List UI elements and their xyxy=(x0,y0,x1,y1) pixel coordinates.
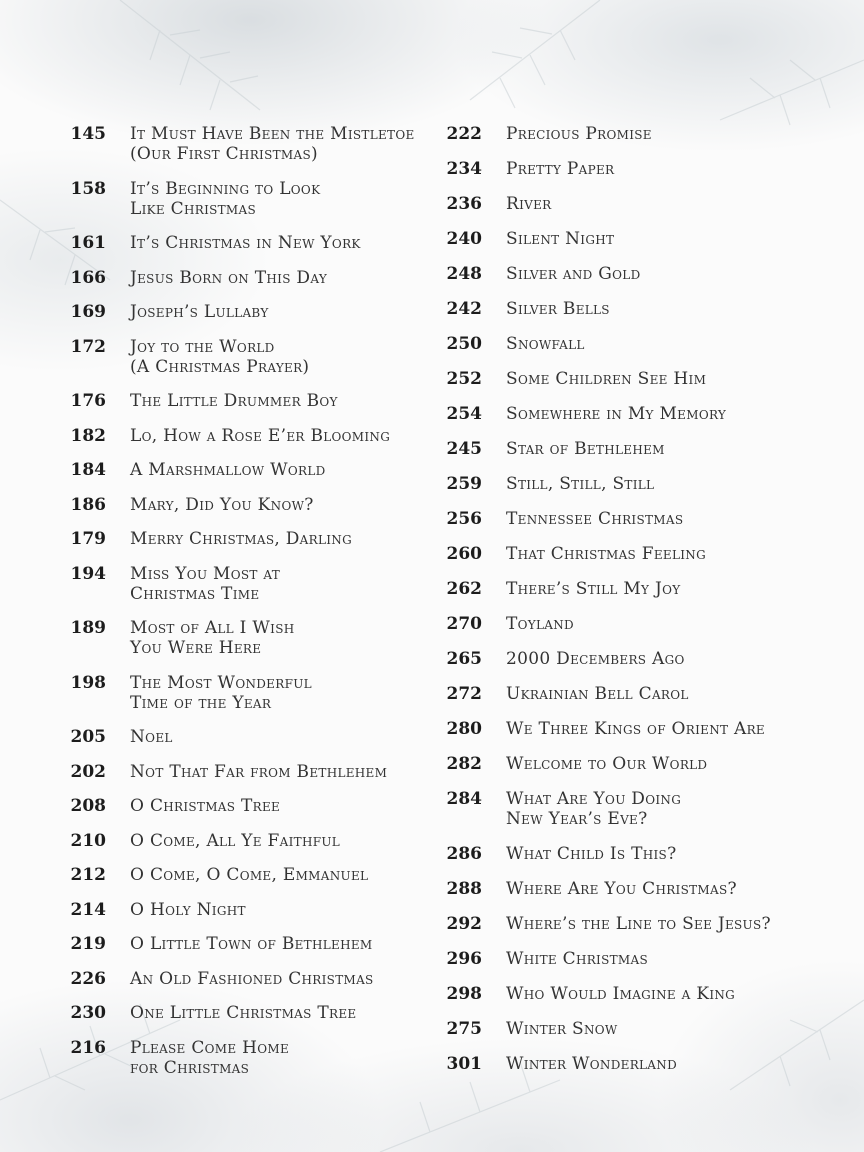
song-title xyxy=(506,949,648,969)
song-title xyxy=(506,229,614,249)
toc-entry xyxy=(40,268,430,288)
song-title-line: The Most Wonderful xyxy=(130,672,312,693)
toc-entry xyxy=(440,544,840,564)
page-number: 272 xyxy=(446,684,482,704)
song-title xyxy=(506,404,726,424)
song-title-line: O Christmas Tree xyxy=(130,796,281,816)
page-number: 270 xyxy=(446,614,482,634)
toc-entry xyxy=(440,229,840,249)
page-number: 262 xyxy=(446,579,482,599)
toc-entry xyxy=(440,754,840,774)
song-title-line: Lo, How a Rose E’er Blooming xyxy=(130,425,391,446)
toc-entry xyxy=(440,1054,840,1074)
page-number: 265 xyxy=(446,649,482,669)
song-title xyxy=(506,754,707,774)
page-number: 158 xyxy=(70,178,106,199)
toc-entry xyxy=(440,299,840,319)
page-number: 252 xyxy=(446,369,482,389)
song-title-line: One Little Christmas Tree xyxy=(130,1003,357,1023)
song-title-line: Time of the Year xyxy=(130,692,272,713)
song-title xyxy=(506,844,676,864)
song-title xyxy=(506,299,610,319)
page-number: 145 xyxy=(70,124,106,144)
page-number: 298 xyxy=(446,984,482,1004)
page-number: 288 xyxy=(446,879,482,899)
song-title xyxy=(130,460,326,480)
song-title xyxy=(130,934,372,954)
toc-entry xyxy=(440,334,840,354)
song-title xyxy=(506,879,737,899)
song-title-line: Star of Bethlehem xyxy=(506,439,665,459)
page-number: 176 xyxy=(70,391,106,411)
page-number: 205 xyxy=(70,727,106,747)
song-title-line: It’s Christmas in New York xyxy=(130,233,361,253)
page-number: 212 xyxy=(70,865,106,885)
page-number: 210 xyxy=(70,830,106,851)
song-title xyxy=(506,649,685,669)
toc-entry xyxy=(440,649,840,669)
song-title-line: Silent Night xyxy=(506,229,615,249)
song-title xyxy=(506,264,641,284)
toc-entry xyxy=(40,934,430,954)
song-title xyxy=(130,564,280,604)
song-title-line: Snowfall xyxy=(506,334,585,354)
song-title-line: Winter Snow xyxy=(506,1019,618,1039)
song-title xyxy=(130,302,269,322)
song-title-line: Precious Promise xyxy=(506,124,652,144)
song-title-line: Still, Still, Still xyxy=(506,474,655,494)
song-title-line: That Christmas Feeling xyxy=(506,544,706,564)
song-title-line: O Come, All Ye Faithful xyxy=(130,830,341,851)
song-title-line: You Were Here xyxy=(130,638,262,658)
toc-entry xyxy=(40,900,430,920)
song-title-line: Pretty Paper xyxy=(506,159,615,179)
page-number: 284 xyxy=(446,789,482,809)
song-title-line: An Old Fashioned Christmas xyxy=(130,968,374,989)
page-number: 169 xyxy=(70,302,106,322)
song-title xyxy=(506,984,735,1004)
toc-right-column xyxy=(440,124,840,1089)
page-number: 182 xyxy=(70,425,106,446)
song-title-line: Ukrainian Bell Carol xyxy=(506,684,689,704)
toc-entry xyxy=(40,564,430,604)
page-number: 194 xyxy=(70,563,106,584)
toc-entry xyxy=(440,879,840,899)
song-title xyxy=(506,1019,618,1039)
song-title-line: Some Children See Him xyxy=(506,369,707,389)
toc-entry xyxy=(40,1003,430,1023)
page-number: 242 xyxy=(446,299,482,319)
song-title xyxy=(506,474,654,494)
song-title-line: 2000 Decembers Ago xyxy=(506,649,685,669)
song-title xyxy=(506,159,614,179)
toc-entry xyxy=(440,1019,840,1039)
song-title-line: Winter Wonderland xyxy=(506,1054,677,1074)
song-title-line: There’s Still My Joy xyxy=(506,579,681,599)
page-number: 172 xyxy=(70,336,106,357)
toc-entry xyxy=(40,495,430,515)
toc-entry xyxy=(440,439,840,459)
song-title xyxy=(130,618,294,658)
song-title-line: What Are You Doing xyxy=(506,789,682,809)
toc-entry xyxy=(440,159,840,179)
song-title xyxy=(506,334,585,354)
page-number: 202 xyxy=(70,761,106,782)
song-title xyxy=(506,1054,677,1074)
song-title-line: Merry Christmas, Darling xyxy=(130,529,352,549)
song-title xyxy=(506,789,681,829)
song-title xyxy=(130,233,361,253)
song-title xyxy=(506,194,552,214)
toc-entry xyxy=(40,727,430,747)
page-number: 198 xyxy=(70,672,106,693)
toc-entry xyxy=(440,719,840,739)
toc-entry xyxy=(40,673,430,713)
toc-entry xyxy=(440,984,840,1004)
song-title-line: Joy to the World xyxy=(130,336,275,357)
toc-entry xyxy=(40,618,430,658)
song-title xyxy=(130,762,387,782)
toc-entry xyxy=(440,844,840,864)
song-title xyxy=(130,1003,356,1023)
song-title-line: (Our First Christmas) xyxy=(130,144,318,164)
toc-entry xyxy=(40,337,430,377)
song-title xyxy=(506,439,665,459)
page-number: 166 xyxy=(70,267,106,288)
song-title xyxy=(130,529,352,549)
toc-entry xyxy=(440,509,840,529)
toc-entry xyxy=(40,529,430,549)
toc-entry xyxy=(40,460,430,480)
page-number: 296 xyxy=(446,949,482,969)
page-number: 282 xyxy=(446,754,482,774)
song-title-line: We Three Kings of Orient Are xyxy=(506,719,765,739)
page-number: 179 xyxy=(70,529,106,549)
song-title-line: River xyxy=(506,194,552,214)
song-title-line: O Little Town of Bethlehem xyxy=(130,934,373,954)
toc-entry xyxy=(440,474,840,494)
page-number: 245 xyxy=(446,439,482,459)
song-title-line: Joseph’s Lullaby xyxy=(130,302,269,322)
song-title xyxy=(506,369,706,389)
song-title-line: O Holy Night xyxy=(130,899,246,920)
toc-entry xyxy=(40,1038,430,1078)
song-title-line: Who Would Imagine a King xyxy=(506,984,736,1004)
page-number: 254 xyxy=(446,404,482,424)
toc-entry xyxy=(440,614,840,634)
page-number: 222 xyxy=(446,124,482,144)
toc-entry xyxy=(40,865,430,885)
toc-entry xyxy=(440,949,840,969)
toc-entry xyxy=(440,369,840,389)
song-title-line: Jesus Born on This Day xyxy=(130,267,328,288)
toc-entry xyxy=(40,302,430,322)
song-title xyxy=(130,900,246,920)
page-number: 184 xyxy=(70,460,106,480)
song-title xyxy=(506,579,680,599)
song-title xyxy=(130,495,314,515)
song-title xyxy=(506,719,765,739)
song-title xyxy=(506,544,706,564)
page-number: 219 xyxy=(70,934,106,954)
song-title-line: Most of All I Wish xyxy=(130,618,295,638)
song-title-line: Where Are You Christmas? xyxy=(506,879,737,899)
song-title xyxy=(130,969,374,989)
song-title xyxy=(130,391,338,411)
toc-entry xyxy=(40,426,430,446)
song-title xyxy=(506,509,683,529)
song-title-line: Welcome to Our World xyxy=(506,754,708,774)
page-number: 230 xyxy=(70,1003,106,1023)
song-title xyxy=(506,614,574,634)
song-title-line: Silver Bells xyxy=(506,299,610,319)
song-title-line: Mary, Did You Know? xyxy=(130,494,314,515)
song-title-line: White Christmas xyxy=(506,949,648,969)
song-title xyxy=(130,727,173,747)
page-number: 250 xyxy=(446,334,482,354)
page-number: 292 xyxy=(446,914,482,934)
song-title-line: Where’s the Line to See Jesus? xyxy=(506,914,771,934)
song-title-line: (A Christmas Prayer) xyxy=(130,356,310,377)
song-title-line: Noel xyxy=(130,727,173,747)
song-title-line: It’s Beginning to Look xyxy=(130,178,321,199)
page-number: 234 xyxy=(446,159,482,179)
page-number: 256 xyxy=(446,509,482,529)
page-number: 214 xyxy=(70,899,106,920)
song-title xyxy=(130,268,327,288)
song-title xyxy=(130,1038,289,1078)
page-number: 189 xyxy=(70,618,106,638)
song-title-line: New Year’s Eve? xyxy=(506,809,648,829)
song-title-line: Somewhere in My Memory xyxy=(506,404,727,424)
toc-entry xyxy=(440,789,840,829)
song-title xyxy=(506,914,771,934)
page-number: 259 xyxy=(446,474,482,494)
song-title-line: A Marshmallow World xyxy=(130,460,326,480)
song-title xyxy=(130,124,415,164)
page-number: 248 xyxy=(446,264,482,284)
song-title xyxy=(130,673,312,713)
toc-entry xyxy=(40,969,430,989)
song-title-line: for Christmas xyxy=(130,1057,250,1078)
song-title-line: Please Come Home xyxy=(130,1037,290,1058)
toc-entry xyxy=(40,233,430,253)
toc-entry xyxy=(40,831,430,851)
song-title-line: Christmas Time xyxy=(130,583,260,604)
song-title xyxy=(130,865,368,885)
toc-entry xyxy=(440,914,840,934)
toc-entry xyxy=(440,684,840,704)
song-title xyxy=(130,796,280,816)
song-title xyxy=(130,337,309,377)
toc-entry xyxy=(40,124,430,164)
song-title-line: Silver and Gold xyxy=(506,264,641,284)
song-title xyxy=(130,179,320,219)
toc-entry xyxy=(40,179,430,219)
toc-entry xyxy=(440,264,840,284)
page-number: 275 xyxy=(446,1019,482,1039)
toc-entry xyxy=(440,579,840,599)
song-title xyxy=(130,831,340,851)
toc-entry xyxy=(440,124,840,144)
toc-entry xyxy=(40,762,430,782)
song-title-line: The Little Drummer Boy xyxy=(130,391,338,411)
page-number: 226 xyxy=(70,968,106,989)
page-number: 216 xyxy=(70,1037,106,1058)
song-title xyxy=(506,684,689,704)
song-title xyxy=(506,124,652,144)
page-number: 236 xyxy=(446,194,482,214)
page-number: 208 xyxy=(70,796,106,816)
page-number: 260 xyxy=(446,544,482,564)
toc-entry xyxy=(40,391,430,411)
page-number: 186 xyxy=(70,494,106,515)
song-title-line: Miss You Most at xyxy=(130,563,281,584)
page-number: 161 xyxy=(70,233,106,253)
song-title xyxy=(130,426,390,446)
song-title-line: O Come, O Come, Emmanuel xyxy=(130,865,369,885)
song-title-line: It Must Have Been the Mistletoe xyxy=(130,124,415,144)
page-number: 286 xyxy=(446,844,482,864)
toc-left-column xyxy=(40,124,430,1092)
song-title-line: What Child Is This? xyxy=(506,844,677,864)
song-title-line: Not That Far from Bethlehem xyxy=(130,761,388,782)
page-number: 240 xyxy=(446,229,482,249)
toc-entry xyxy=(440,194,840,214)
page-number: 301 xyxy=(446,1054,482,1074)
song-title-line: Tennessee Christmas xyxy=(506,509,684,529)
toc-entry xyxy=(40,796,430,816)
page-number: 280 xyxy=(446,719,482,739)
song-title-line: Like Christmas xyxy=(130,198,257,219)
toc-entry xyxy=(440,404,840,424)
song-title-line: Toyland xyxy=(506,614,574,634)
